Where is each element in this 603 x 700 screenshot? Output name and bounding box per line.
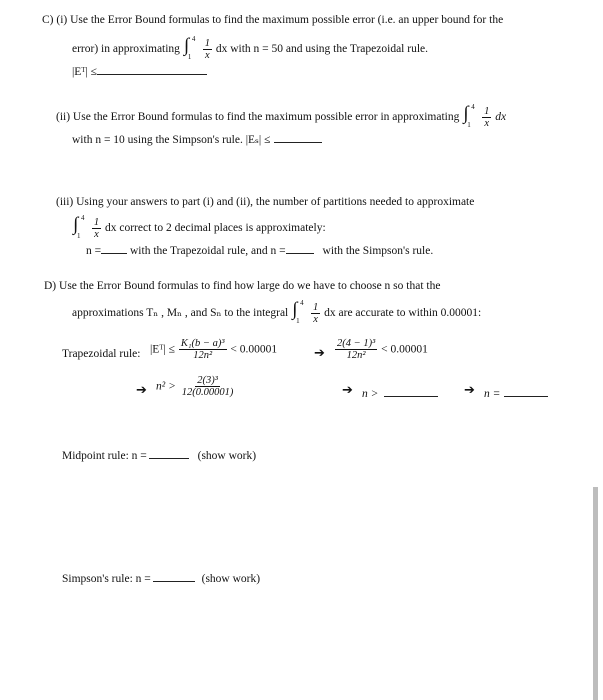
- integrand-fraction: $\frac{1}{x}$: [204, 38, 210, 61]
- part-c-i-line1: C) (i) Use the Error Bound formulas to find the maximum possible error (i.e. an upper bound for the: [42, 14, 504, 26]
- substituted-fraction: $\frac{\text{2(4 − 1)³}}{\text{12n²}}$: [337, 338, 376, 361]
- arrow-icon: ➔: [314, 346, 325, 361]
- midpoint-line: [62, 447, 256, 462]
- part-c-ii-text: (ii) Use the Error Bound formulas to find the maximum possible error in approximating: [56, 111, 460, 124]
- midpoint-show-work: (show work): [197, 450, 257, 462]
- simpson-show-work: (show work): [201, 573, 261, 585]
- part-c-ii-line1: [56, 102, 507, 129]
- part-c-i-line2-post: dx with n = 50 and using the Trapezoidal rule.: [215, 43, 428, 56]
- et-label: |Eᵀ| ≤: [72, 66, 97, 78]
- answer-blank-c-iii-trap[interactable]: [101, 242, 127, 254]
- part-d-line2: [72, 298, 482, 325]
- n-eq-label: n =: [86, 245, 102, 257]
- integral-symbol: ∫ 4 1: [183, 34, 196, 61]
- integrand-fraction: $\frac{1}{x}$: [313, 302, 319, 325]
- simpson-label: Simpson's rule: n =: [62, 573, 151, 585]
- integral-symbol: ∫ 4 1: [73, 213, 85, 240]
- trap-n-equals: [484, 385, 548, 400]
- answer-blank-c-iii-simp[interactable]: [286, 242, 314, 254]
- trapezoidal-label: Trapezoidal rule:: [62, 348, 141, 360]
- part-d-line2-text: approximations Tₙ , Mₙ , and Sₙ to the integral: [72, 307, 289, 320]
- ineq-2: < 0.00001: [381, 343, 428, 356]
- part-c-i-answer: [72, 63, 207, 78]
- part-c-iii-line2: [72, 213, 326, 240]
- integrand-fraction: $\frac{1}{x}$: [484, 106, 490, 129]
- dx-label: dx: [495, 111, 507, 124]
- et-label: |Eᵀ| ≤: [150, 343, 175, 356]
- part-c-i-line2-text: error) in approximating: [72, 43, 180, 56]
- answer-blank-n-eq[interactable]: [504, 385, 548, 397]
- answer-blank-n-gt[interactable]: [384, 385, 438, 397]
- part-c-i-line2: [72, 34, 428, 61]
- answer-blank-c-ii[interactable]: [274, 131, 322, 143]
- part-c-iii-simp-text: with the Simpson's rule.: [322, 245, 434, 257]
- integral-symbol: ∫ 4 1: [292, 298, 304, 325]
- trap-n-squared: [156, 375, 236, 398]
- answer-blank-midpoint[interactable]: [149, 447, 189, 459]
- midpoint-label: Midpoint rule: n =: [62, 450, 147, 462]
- part-c-ii-line2: [72, 131, 322, 146]
- arrow-icon: ➔: [464, 383, 475, 398]
- answer-blank-c-i[interactable]: [97, 63, 207, 75]
- error-bound-fraction: $\frac{\text{K₁(b − a)³}}{\text{12n²}}$: [180, 338, 225, 361]
- part-c-iii-line3: [86, 242, 433, 257]
- part-d-line1: D) Use the Error Bound formulas to find how large do we have to choose n so that the: [44, 280, 441, 292]
- integrand-fraction: $\frac{1}{x}$: [93, 217, 100, 240]
- trap-inequality-1: [150, 338, 277, 361]
- trap-n-greater: [362, 385, 438, 400]
- n-squared-fraction: $\frac{\text{2(3)³}}{12(0.00001)}$: [181, 375, 234, 398]
- trap-inequality-2: [334, 338, 428, 361]
- n-eq-label: n =: [484, 388, 501, 400]
- part-c-iii-trap-text: with the Trapezoidal rule, and n =: [130, 245, 286, 257]
- part-c-ii-line2-text: with n = 10 using the Simpson's rule. |Eₛ| ≤: [72, 134, 271, 146]
- simpson-line: [62, 570, 260, 585]
- ineq-1: < 0.00001: [230, 343, 278, 356]
- integral-symbol: ∫ 4 1: [463, 102, 475, 129]
- part-c-iii-line1: (iii) Using your answers to part (i) and (ii), the number of partitions needed to approximate: [56, 196, 475, 208]
- part-d-line2-post: dx are accurate to within 0.00001:: [324, 307, 482, 320]
- n-gt-label: n >: [362, 388, 379, 400]
- arrow-icon: ➔: [342, 383, 353, 398]
- arrow-icon: ➔: [136, 383, 147, 398]
- n-squared-label: n² >: [156, 380, 176, 393]
- scrollbar-thumb[interactable]: [593, 487, 598, 700]
- answer-blank-simpson[interactable]: [153, 570, 195, 582]
- part-c-iii-line2-text: dx correct to 2 decimal places is approximately:: [105, 222, 326, 235]
